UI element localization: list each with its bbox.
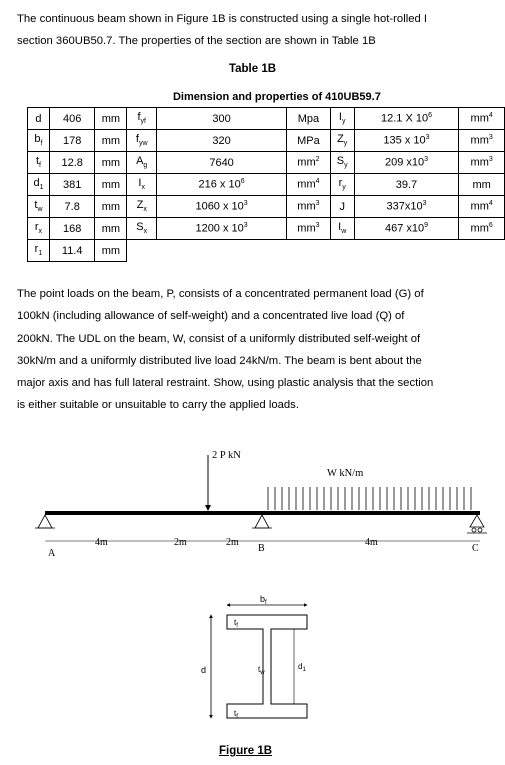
support-a-label: A — [48, 548, 56, 559]
para-line-3: 200kN. The UDL on the beam, W, consist of a uniformly distributed self-weight of — [17, 332, 421, 345]
unit-cell: MPa — [287, 130, 331, 152]
value-cell: 1060 x $10^3$ — [157, 196, 287, 218]
symbol-cell: $f_{yf}$ — [127, 108, 157, 130]
symbol-cell: $Z_x$ — [127, 196, 157, 218]
symbol-cell: $I_x$ — [127, 174, 157, 196]
seg2-label: 2m — [226, 537, 239, 548]
value-cell: 209 $x10^3$ — [354, 152, 459, 174]
symbol-cell — [330, 240, 354, 262]
span1-label: 4m — [95, 537, 108, 548]
table-row — [28, 130, 505, 152]
udl-arrows — [268, 487, 471, 510]
value-cell: 12.8 — [49, 152, 95, 174]
symbol-cell: $r_1$ — [28, 240, 50, 262]
unit-cell: $mm^3$ — [287, 218, 331, 240]
symbol-cell: d — [28, 108, 50, 130]
bf-label: $b_f$ — [260, 594, 267, 606]
unit-cell — [459, 240, 505, 262]
table-row — [28, 174, 505, 196]
symbol-cell: $S_x$ — [127, 218, 157, 240]
unit-cell: $mm^4$ — [287, 174, 331, 196]
table-title: Table 1B — [228, 63, 277, 75]
symbol-cell: $I_w$ — [330, 218, 354, 240]
problem-paragraph — [17, 283, 487, 417]
value-cell: 11.4 — [49, 240, 95, 262]
value-cell: 12.1 X $10^6$ — [354, 108, 459, 130]
para-line-4: 30kN/m and a uniformly distributed live load 24kN/m. The beam is bent about the — [17, 354, 422, 367]
intro-line-1: The continuous beam shown in Figure 1B is constructed using a single hot-rolled I — [17, 13, 428, 25]
table-row — [28, 196, 505, 218]
table-row — [28, 218, 505, 240]
para-line-1: The point loads on the beam, P, consists of a concentrated permanent load (G) of — [17, 288, 424, 300]
table-row — [28, 152, 505, 174]
unit-cell: mm — [459, 174, 505, 196]
unit-cell: $mm^3$ — [459, 130, 505, 152]
unit-cell: mm — [95, 152, 127, 174]
i-section — [227, 615, 307, 718]
tf-bot-label: $t_f$ — [234, 709, 238, 720]
beam-figure — [0, 420, 505, 745]
table-row — [28, 108, 505, 130]
figure-title: Figure 1B — [219, 745, 273, 757]
symbol-cell: $I_y$ — [330, 108, 354, 130]
para-line-2: 100kN (including allowance of self-weight) and a concentrated live load (Q) of — [17, 310, 405, 323]
table-row — [28, 240, 505, 262]
intro-text — [17, 8, 492, 52]
value-cell: 178 — [49, 130, 95, 152]
unit-cell — [287, 240, 331, 262]
symbol-cell: $A_g$ — [127, 152, 157, 174]
properties-table — [27, 86, 505, 262]
support-a — [35, 515, 55, 528]
value-cell: 7640 — [157, 152, 287, 174]
value-cell: 406 — [49, 108, 95, 130]
intro-line-2: section 360UB50.7. The properties of the section are shown in Table 1B — [17, 35, 376, 47]
symbol-cell — [127, 240, 157, 262]
value-cell: $337x10^3$ — [354, 196, 459, 218]
symbol-cell: $t_w$ — [28, 196, 50, 218]
unit-cell: mm — [95, 130, 127, 152]
unit-cell: Mpa — [287, 108, 331, 130]
seg1-label: 2m — [174, 537, 187, 548]
symbol-cell: J — [330, 196, 354, 218]
unit-cell: $mm^6$ — [459, 218, 505, 240]
support-b — [252, 515, 272, 528]
para-line-6: is either suitable or unsuitable to carry the applied loads. — [17, 399, 299, 412]
table-caption: Dimension and properties of 410UB59.7 — [95, 86, 459, 108]
symbol-cell: $S_y$ — [330, 152, 354, 174]
unit-cell: $mm^3$ — [287, 196, 331, 218]
symbol-cell: $Z_y$ — [330, 130, 354, 152]
value-cell: 381 — [49, 174, 95, 196]
value-cell: 467 $x10^9$ — [354, 218, 459, 240]
value-cell — [157, 240, 287, 262]
support-c — [467, 515, 487, 533]
unit-cell: $mm^4$ — [459, 196, 505, 218]
udl-label: W kN/m — [327, 468, 364, 479]
support-c-label: C — [472, 543, 479, 554]
symbol-cell: $t_f$ — [28, 152, 50, 174]
unit-cell: $mm^2$ — [287, 152, 331, 174]
value-cell: 216 x $10^6$ — [157, 174, 287, 196]
value-cell: 320 — [157, 130, 287, 152]
value-cell: 300 — [157, 108, 287, 130]
unit-cell: mm — [95, 240, 127, 262]
symbol-cell: $b_f$ — [28, 130, 50, 152]
value-cell — [354, 240, 459, 262]
value-cell: 135 x $10^3$ — [354, 130, 459, 152]
value-cell: 1200 x $10^3$ — [157, 218, 287, 240]
symbol-cell: $d_1$ — [28, 174, 50, 196]
tf-top-label: $t_f$ — [234, 618, 238, 629]
point-load-label: 2 P kN — [212, 450, 241, 461]
para-line-5: major axis and has full lateral restraint. Show, using plastic analysis that the section — [17, 377, 434, 390]
d-label: d — [201, 665, 207, 675]
unit-cell: $mm^3$ — [459, 152, 505, 174]
value-cell: 39.7 — [354, 174, 459, 196]
value-cell: 168 — [49, 218, 95, 240]
beam — [45, 511, 480, 515]
unit-cell: mm — [95, 174, 127, 196]
support-b-label: B — [258, 543, 265, 554]
tw-label: $t_w$ — [258, 665, 265, 676]
d1-label: $d_1$ — [298, 662, 306, 673]
value-cell: 7.8 — [49, 196, 95, 218]
symbol-cell: $f_{yw}$ — [127, 130, 157, 152]
unit-cell: mm — [95, 108, 127, 130]
symbol-cell: $r_y$ — [330, 174, 354, 196]
unit-cell: $mm^4$ — [459, 108, 505, 130]
symbol-cell: $r_x$ — [28, 218, 50, 240]
unit-cell: mm — [95, 218, 127, 240]
unit-cell: mm — [95, 196, 127, 218]
span2-label: 4m — [365, 537, 378, 548]
